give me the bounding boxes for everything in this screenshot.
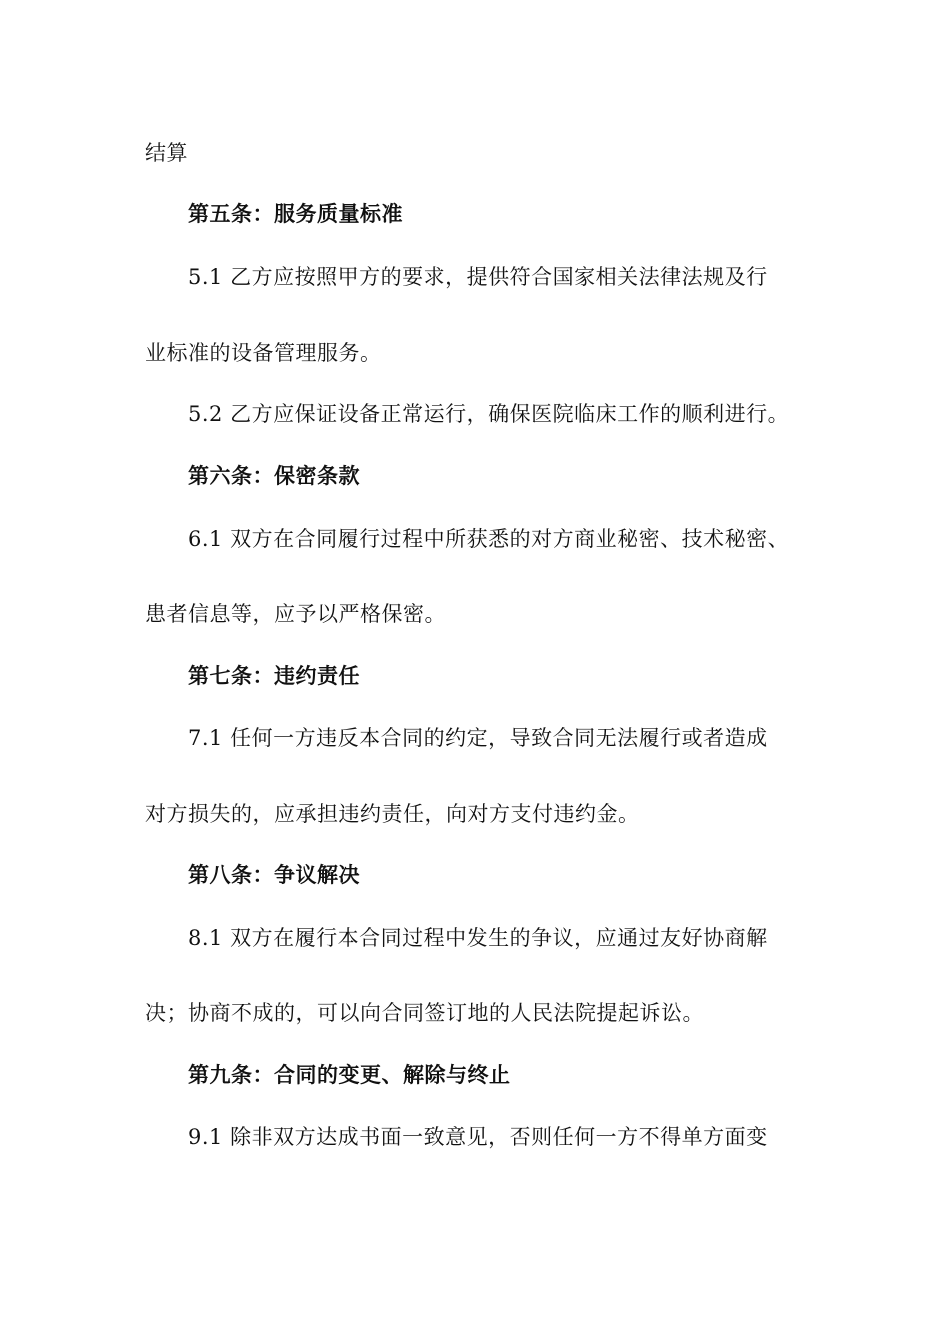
clause-8-1-line-1: 8.1 双方在履行本合同过程中发生的争议，应通过友好协商解 [188, 926, 768, 950]
text-line-continuation: 结算 [145, 141, 188, 165]
section-heading-8: 第八条：争议解决 [188, 863, 360, 887]
section-heading-7: 第七条：违约责任 [188, 664, 360, 688]
clause-6-1-line-2: 患者信息等，应予以严格保密。 [145, 602, 446, 626]
clause-7-1-line-1: 7.1 任何一方违反本合同的约定，导致合同无法履行或者造成 [188, 726, 768, 750]
section-heading-5: 第五条：服务质量标准 [188, 202, 403, 226]
clause-7-1-line-2: 对方损失的，应承担违约责任，向对方支付违约金。 [145, 802, 640, 826]
section-heading-9: 第九条：合同的变更、解除与终止 [188, 1063, 511, 1087]
clause-9-1-line-1: 9.1 除非双方达成书面一致意见，否则任何一方不得单方面变 [188, 1125, 768, 1149]
clause-5-1-line-2: 业标准的设备管理服务。 [145, 341, 382, 365]
clause-5-1-line-1: 5.1 乙方应按照甲方的要求，提供符合国家相关法律法规及行 [188, 265, 768, 289]
clause-6-1-line-1: 6.1 双方在合同履行过程中所获悉的对方商业秘密、技术秘密、 [188, 527, 790, 551]
section-heading-6: 第六条：保密条款 [188, 464, 360, 488]
clause-8-1-line-2: 决；协商不成的，可以向合同签订地的人民法院提起诉讼。 [145, 1001, 704, 1025]
clause-5-2: 5.2 乙方应保证设备正常运行，确保医院临床工作的顺利进行。 [188, 402, 790, 426]
